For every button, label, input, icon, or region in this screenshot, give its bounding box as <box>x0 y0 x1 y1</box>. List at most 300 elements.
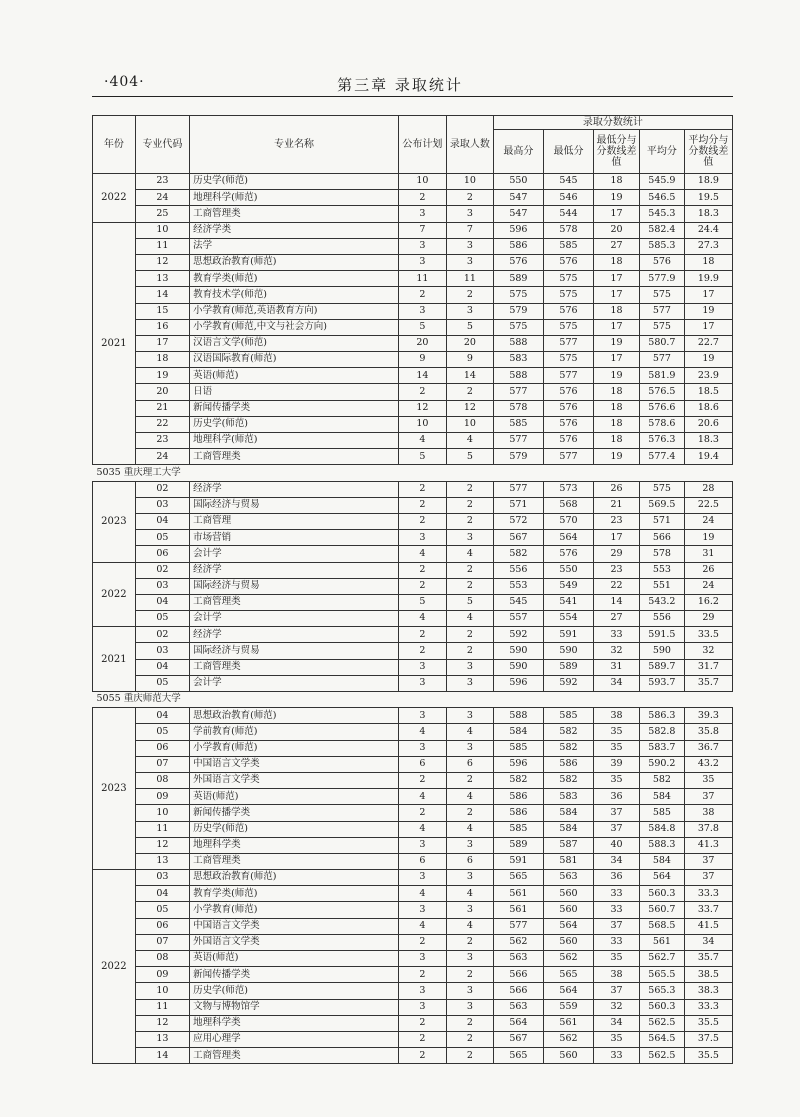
avg-score-cell: 585.3 <box>639 238 684 254</box>
admitted-cell: 2 <box>446 643 493 659</box>
avg-score-cell: 589.7 <box>639 659 684 675</box>
avg-diff-cell: 17 <box>684 287 732 303</box>
avg-score-cell: 581.9 <box>639 368 684 384</box>
major-code-cell: 04 <box>135 513 189 529</box>
admitted-cell: 3 <box>446 951 493 967</box>
max-score-cell: 577 <box>493 481 543 497</box>
major-name-cell: 工商管理 <box>190 513 399 529</box>
avg-score-cell: 560.3 <box>639 886 684 902</box>
avg-diff-cell: 28 <box>684 481 732 497</box>
major-name-cell: 学前教育(师范) <box>190 724 399 740</box>
admitted-cell: 4 <box>446 724 493 740</box>
year-cell: 2021 <box>93 627 136 692</box>
plan-cell: 3 <box>398 254 446 270</box>
min-score-cell: 570 <box>543 513 593 529</box>
min-diff-cell: 17 <box>594 287 640 303</box>
major-name-cell: 中国语言文学类 <box>190 918 399 934</box>
year-cell: 2022 <box>93 174 136 223</box>
max-score-cell: 596 <box>493 756 543 772</box>
plan-cell: 4 <box>398 789 446 805</box>
min-diff-cell: 35 <box>594 724 640 740</box>
table-row <box>93 870 733 886</box>
table-row <box>93 837 733 853</box>
major-name-cell: 思想政治教育(师范) <box>190 708 399 724</box>
major-name-cell: 小学教育(师范,中文与社会方向) <box>190 319 399 335</box>
major-name-cell: 小学教育(师范,英语教育方向) <box>190 303 399 319</box>
major-code-cell: 09 <box>135 967 189 983</box>
major-name-cell: 新闻传播学类 <box>190 805 399 821</box>
min-score-cell: 584 <box>543 821 593 837</box>
max-score-cell: 562 <box>493 934 543 950</box>
plan-cell: 2 <box>398 578 446 594</box>
min-score-cell: 585 <box>543 708 593 724</box>
major-code-cell: 06 <box>135 740 189 756</box>
max-score-cell: 583 <box>493 352 543 368</box>
major-name-cell: 地理科学类 <box>190 1015 399 1031</box>
table-row <box>93 805 733 821</box>
admitted-cell: 3 <box>446 902 493 918</box>
major-code-cell: 06 <box>135 918 189 934</box>
max-score-cell: 561 <box>493 886 543 902</box>
avg-diff-cell: 35.5 <box>684 1015 732 1031</box>
avg-diff-cell: 27.3 <box>684 238 732 254</box>
header-plan: 公布计划 <box>398 116 446 174</box>
admitted-cell: 20 <box>446 335 493 351</box>
avg-diff-cell: 35.7 <box>684 675 732 691</box>
max-score-cell: 579 <box>493 449 543 465</box>
max-score-cell: 545 <box>493 594 543 610</box>
admitted-cell: 4 <box>446 789 493 805</box>
min-score-cell: 541 <box>543 594 593 610</box>
avg-score-cell: 562.5 <box>639 1015 684 1031</box>
admitted-cell: 2 <box>446 481 493 497</box>
plan-cell: 3 <box>398 837 446 853</box>
header-admitted: 录取人数 <box>446 116 493 174</box>
major-name-cell: 国际经济与贸易 <box>190 578 399 594</box>
table-row <box>93 433 733 449</box>
header-rule <box>92 96 733 97</box>
plan-cell: 2 <box>398 772 446 788</box>
avg-diff-cell: 38.3 <box>684 983 732 999</box>
plan-cell: 2 <box>398 513 446 529</box>
min-diff-cell: 18 <box>594 254 640 270</box>
admitted-cell: 5 <box>446 594 493 610</box>
table-row <box>93 708 733 724</box>
plan-cell: 7 <box>398 222 446 238</box>
major-code-cell: 25 <box>135 206 189 222</box>
max-score-cell: 588 <box>493 335 543 351</box>
min-diff-cell: 37 <box>594 983 640 999</box>
min-score-cell: 560 <box>543 886 593 902</box>
avg-diff-cell: 16.2 <box>684 594 732 610</box>
min-diff-cell: 37 <box>594 918 640 934</box>
avg-score-cell: 556 <box>639 611 684 627</box>
plan-cell: 5 <box>398 449 446 465</box>
avg-diff-cell: 33.3 <box>684 886 732 902</box>
avg-diff-cell: 38.5 <box>684 967 732 983</box>
avg-diff-cell: 33.5 <box>684 627 732 643</box>
plan-cell: 2 <box>398 967 446 983</box>
avg-diff-cell: 19 <box>684 352 732 368</box>
major-name-cell: 会计学 <box>190 611 399 627</box>
min-score-cell: 582 <box>543 740 593 756</box>
max-score-cell: 564 <box>493 1015 543 1031</box>
max-score-cell: 577 <box>493 433 543 449</box>
min-score-cell: 587 <box>543 837 593 853</box>
admitted-cell: 3 <box>446 530 493 546</box>
major-code-cell: 11 <box>135 999 189 1015</box>
table-row <box>93 821 733 837</box>
avg-score-cell: 561 <box>639 934 684 950</box>
admitted-cell: 5 <box>446 449 493 465</box>
avg-diff-cell: 31.7 <box>684 659 732 675</box>
table-row <box>93 546 733 562</box>
min-score-cell: 592 <box>543 675 593 691</box>
major-name-cell: 日语 <box>190 384 399 400</box>
min-score-cell: 564 <box>543 530 593 546</box>
plan-cell: 14 <box>398 368 446 384</box>
avg-score-cell: 545.9 <box>639 174 684 190</box>
major-code-cell: 14 <box>135 1048 189 1064</box>
avg-score-cell: 583.7 <box>639 740 684 756</box>
min-diff-cell: 32 <box>594 643 640 659</box>
min-diff-cell: 34 <box>594 675 640 691</box>
avg-score-cell: 584 <box>639 789 684 805</box>
major-name-cell: 小学教育(师范) <box>190 902 399 918</box>
plan-cell: 5 <box>398 594 446 610</box>
min-diff-cell: 17 <box>594 271 640 287</box>
admitted-cell: 2 <box>446 562 493 578</box>
avg-diff-cell: 26 <box>684 562 732 578</box>
avg-score-cell: 577 <box>639 303 684 319</box>
major-name-cell: 英语(师范) <box>190 789 399 805</box>
min-diff-cell: 36 <box>594 789 640 805</box>
max-score-cell: 585 <box>493 740 543 756</box>
admitted-cell: 2 <box>446 190 493 206</box>
major-name-cell: 汉语国际教育(师范) <box>190 352 399 368</box>
admitted-cell: 4 <box>446 918 493 934</box>
min-score-cell: 549 <box>543 578 593 594</box>
avg-diff-cell: 24 <box>684 513 732 529</box>
avg-score-cell: 553 <box>639 562 684 578</box>
min-diff-cell: 18 <box>594 303 640 319</box>
major-code-cell: 18 <box>135 352 189 368</box>
avg-diff-cell: 19.5 <box>684 190 732 206</box>
major-name-cell: 会计学 <box>190 675 399 691</box>
major-name-cell: 英语(师范) <box>190 951 399 967</box>
table-row <box>93 497 733 513</box>
min-diff-cell: 33 <box>594 627 640 643</box>
min-score-cell: 564 <box>543 918 593 934</box>
min-diff-cell: 17 <box>594 206 640 222</box>
admitted-cell: 2 <box>446 934 493 950</box>
admitted-cell: 4 <box>446 433 493 449</box>
max-score-cell: 550 <box>493 174 543 190</box>
min-score-cell: 576 <box>543 384 593 400</box>
major-code-cell: 11 <box>135 821 189 837</box>
plan-cell: 2 <box>398 643 446 659</box>
max-score-cell: 566 <box>493 983 543 999</box>
table-row <box>93 772 733 788</box>
admitted-cell: 3 <box>446 999 493 1015</box>
min-score-cell: 546 <box>543 190 593 206</box>
plan-cell: 3 <box>398 902 446 918</box>
admitted-cell: 11 <box>446 271 493 287</box>
plan-cell: 4 <box>398 821 446 837</box>
min-score-cell: 585 <box>543 238 593 254</box>
major-name-cell: 思想政治教育(师范) <box>190 254 399 270</box>
major-code-cell: 24 <box>135 449 189 465</box>
min-diff-cell: 19 <box>594 190 640 206</box>
admitted-cell: 6 <box>446 853 493 869</box>
min-score-cell: 589 <box>543 659 593 675</box>
avg-score-cell: 560.3 <box>639 999 684 1015</box>
table-row <box>93 206 733 222</box>
admitted-cell: 2 <box>446 1015 493 1031</box>
avg-diff-cell: 35 <box>684 772 732 788</box>
major-code-cell: 02 <box>135 562 189 578</box>
major-code-cell: 17 <box>135 335 189 351</box>
year-cell: 2022 <box>93 870 136 1064</box>
major-name-cell: 外国语言文学类 <box>190 772 399 788</box>
min-score-cell: 575 <box>543 319 593 335</box>
major-name-cell: 市场营销 <box>190 530 399 546</box>
admitted-cell: 10 <box>446 174 493 190</box>
avg-diff-cell: 24 <box>684 578 732 594</box>
year-cell: 2021 <box>93 222 136 465</box>
min-score-cell: 576 <box>543 303 593 319</box>
min-score-cell: 582 <box>543 724 593 740</box>
major-name-cell: 国际经济与贸易 <box>190 643 399 659</box>
avg-score-cell: 576.6 <box>639 400 684 416</box>
max-score-cell: 585 <box>493 821 543 837</box>
min-score-cell: 577 <box>543 449 593 465</box>
avg-diff-cell: 19 <box>684 530 732 546</box>
admitted-cell: 4 <box>446 546 493 562</box>
max-score-cell: 566 <box>493 967 543 983</box>
avg-score-cell: 546.5 <box>639 190 684 206</box>
major-code-cell: 03 <box>135 497 189 513</box>
major-name-cell: 新闻传播学类 <box>190 967 399 983</box>
min-score-cell: 582 <box>543 772 593 788</box>
major-name-cell: 教育学类(师范) <box>190 271 399 287</box>
major-code-cell: 10 <box>135 805 189 821</box>
major-name-cell: 工商管理类 <box>190 449 399 465</box>
major-name-cell: 经济学 <box>190 627 399 643</box>
avg-diff-cell: 41.3 <box>684 837 732 853</box>
plan-cell: 3 <box>398 740 446 756</box>
major-name-cell: 小学教育(师范) <box>190 740 399 756</box>
major-code-cell: 08 <box>135 951 189 967</box>
min-score-cell: 575 <box>543 271 593 287</box>
avg-score-cell: 565.3 <box>639 983 684 999</box>
plan-cell: 2 <box>398 562 446 578</box>
admitted-cell: 5 <box>446 319 493 335</box>
major-name-cell: 历史学(师范) <box>190 174 399 190</box>
avg-score-cell: 590.2 <box>639 756 684 772</box>
major-code-cell: 02 <box>135 481 189 497</box>
min-score-cell: 581 <box>543 853 593 869</box>
avg-diff-cell: 37.5 <box>684 1031 732 1047</box>
avg-score-cell: 582 <box>639 772 684 788</box>
admitted-cell: 7 <box>446 222 493 238</box>
min-diff-cell: 19 <box>594 449 640 465</box>
min-diff-cell: 20 <box>594 222 640 238</box>
avg-diff-cell: 33.3 <box>684 999 732 1015</box>
min-diff-cell: 36 <box>594 870 640 886</box>
plan-cell: 10 <box>398 174 446 190</box>
admitted-cell: 2 <box>446 1048 493 1064</box>
plan-cell: 2 <box>398 384 446 400</box>
avg-score-cell: 569.5 <box>639 497 684 513</box>
avg-score-cell: 591.5 <box>639 627 684 643</box>
max-score-cell: 567 <box>493 530 543 546</box>
plan-cell: 3 <box>398 303 446 319</box>
max-score-cell: 590 <box>493 643 543 659</box>
min-score-cell: 583 <box>543 789 593 805</box>
admitted-cell: 3 <box>446 708 493 724</box>
min-score-cell: 573 <box>543 481 593 497</box>
avg-diff-cell: 24.4 <box>684 222 732 238</box>
min-diff-cell: 23 <box>594 513 640 529</box>
major-code-cell: 21 <box>135 400 189 416</box>
major-code-cell: 04 <box>135 594 189 610</box>
avg-score-cell: 562.7 <box>639 951 684 967</box>
min-diff-cell: 17 <box>594 319 640 335</box>
min-score-cell: 560 <box>543 934 593 950</box>
major-name-cell: 中国语言文学类 <box>190 756 399 772</box>
min-score-cell: 577 <box>543 368 593 384</box>
major-code-cell: 06 <box>135 546 189 562</box>
year-cell: 2023 <box>93 708 136 870</box>
avg-diff-cell: 18.5 <box>684 384 732 400</box>
table-row <box>93 1048 733 1064</box>
avg-score-cell: 584 <box>639 853 684 869</box>
admitted-cell: 3 <box>446 206 493 222</box>
max-score-cell: 577 <box>493 918 543 934</box>
admitted-cell: 3 <box>446 254 493 270</box>
table-row <box>93 951 733 967</box>
avg-diff-cell: 18.3 <box>684 433 732 449</box>
max-score-cell: 561 <box>493 902 543 918</box>
major-name-cell: 历史学(师范) <box>190 416 399 432</box>
major-name-cell: 地理科学类 <box>190 837 399 853</box>
avg-diff-cell: 32 <box>684 643 732 659</box>
min-diff-cell: 35 <box>594 1031 640 1047</box>
major-name-cell: 汉语言文学(师范) <box>190 335 399 351</box>
plan-cell: 3 <box>398 999 446 1015</box>
avg-score-cell: 565.5 <box>639 967 684 983</box>
admitted-cell: 12 <box>446 400 493 416</box>
plan-cell: 2 <box>398 497 446 513</box>
min-score-cell: 575 <box>543 352 593 368</box>
table-row <box>93 174 733 190</box>
min-score-cell: 563 <box>543 870 593 886</box>
admitted-cell: 2 <box>446 384 493 400</box>
min-score-cell: 578 <box>543 222 593 238</box>
plan-cell: 2 <box>398 805 446 821</box>
admitted-cell: 9 <box>446 352 493 368</box>
min-diff-cell: 35 <box>594 740 640 756</box>
avg-score-cell: 590 <box>639 643 684 659</box>
table-row <box>93 416 733 432</box>
avg-diff-cell: 35.5 <box>684 1048 732 1064</box>
table-row <box>93 789 733 805</box>
avg-diff-cell: 41.5 <box>684 918 732 934</box>
max-score-cell: 588 <box>493 708 543 724</box>
plan-cell: 3 <box>398 659 446 675</box>
table-row <box>93 271 733 287</box>
min-diff-cell: 29 <box>594 546 640 562</box>
avg-diff-cell: 31 <box>684 546 732 562</box>
plan-cell: 4 <box>398 611 446 627</box>
major-name-cell: 法学 <box>190 238 399 254</box>
major-code-cell: 20 <box>135 384 189 400</box>
major-name-cell: 经济学 <box>190 562 399 578</box>
avg-score-cell: 578.6 <box>639 416 684 432</box>
admitted-cell: 2 <box>446 513 493 529</box>
max-score-cell: 591 <box>493 853 543 869</box>
avg-diff-cell: 29 <box>684 611 732 627</box>
min-diff-cell: 17 <box>594 530 640 546</box>
major-code-cell: 04 <box>135 659 189 675</box>
admitted-cell: 3 <box>446 740 493 756</box>
plan-cell: 6 <box>398 756 446 772</box>
table-row <box>93 724 733 740</box>
table-row <box>93 222 733 238</box>
avg-diff-cell: 37 <box>684 789 732 805</box>
avg-diff-cell: 19.9 <box>684 271 732 287</box>
admitted-cell: 4 <box>446 611 493 627</box>
min-diff-cell: 37 <box>594 821 640 837</box>
max-score-cell: 586 <box>493 789 543 805</box>
admitted-cell: 3 <box>446 675 493 691</box>
major-name-cell: 英语(师范) <box>190 368 399 384</box>
max-score-cell: 571 <box>493 497 543 513</box>
avg-score-cell: 551 <box>639 578 684 594</box>
major-code-cell: 03 <box>135 870 189 886</box>
avg-diff-cell: 36.7 <box>684 740 732 756</box>
min-diff-cell: 33 <box>594 934 640 950</box>
admission-statistics-table <box>92 115 733 1064</box>
table-row <box>93 740 733 756</box>
table-row <box>93 335 733 351</box>
major-name-cell: 地理科学(师范) <box>190 190 399 206</box>
avg-diff-cell: 43.2 <box>684 756 732 772</box>
max-score-cell: 578 <box>493 400 543 416</box>
table-row <box>93 319 733 335</box>
major-name-cell: 工商管理类 <box>190 594 399 610</box>
plan-cell: 2 <box>398 1048 446 1064</box>
major-code-cell: 04 <box>135 886 189 902</box>
admitted-cell: 2 <box>446 497 493 513</box>
plan-cell: 3 <box>398 530 446 546</box>
table-row <box>93 513 733 529</box>
min-score-cell: 584 <box>543 805 593 821</box>
min-score-cell: 586 <box>543 756 593 772</box>
min-score-cell: 575 <box>543 287 593 303</box>
header-major-name: 专业名称 <box>190 116 399 174</box>
min-diff-cell: 31 <box>594 659 640 675</box>
min-diff-cell: 27 <box>594 611 640 627</box>
max-score-cell: 575 <box>493 287 543 303</box>
max-score-cell: 563 <box>493 951 543 967</box>
admitted-cell: 3 <box>446 837 493 853</box>
min-diff-cell: 18 <box>594 416 640 432</box>
table-row <box>93 400 733 416</box>
avg-score-cell: 580.7 <box>639 335 684 351</box>
avg-diff-cell: 18 <box>684 254 732 270</box>
